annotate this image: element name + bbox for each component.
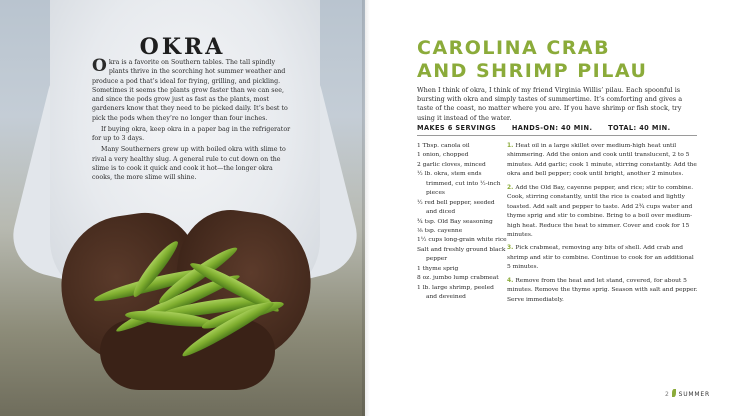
step-number: 1. bbox=[507, 143, 514, 149]
ingredient-item: ⅛ tsp. cayenne bbox=[417, 227, 463, 234]
ingredient-item: 1 thyme sprig bbox=[417, 265, 459, 272]
ingredient-item: and diced bbox=[426, 209, 456, 216]
recipe-title-line: CAROLINA CRAB bbox=[417, 37, 611, 59]
total-time: TOTAL: 40 MIN. bbox=[608, 124, 671, 132]
step-text: Heat oil in a large skillet over medium-high heat until shimmering. Add the onion and cook until translucent, 2 to 5 minutes. Add garlic; cook 1 minute, stirring constantly. Add the okra and bell pepper; cook until bright, another 2 minutes. bbox=[507, 143, 697, 178]
divider bbox=[417, 135, 697, 136]
page-number: 2 bbox=[665, 391, 670, 398]
section-name: SUMMER bbox=[678, 391, 710, 398]
right-page-recipe bbox=[365, 0, 730, 416]
ingredient-item: 1 Tbsp. canola oil bbox=[417, 143, 470, 149]
page-footer bbox=[665, 389, 710, 398]
ingredient-item: 8 oz. jumbo lump crabmeat bbox=[417, 275, 499, 282]
ingredient-item: ¾ tsp. Old Bay seasoning bbox=[417, 218, 493, 225]
step-text: Pick crabmeat, removing any bits of shell. Add crab and shrimp and stir to combine. Continue to cook for an additional 5 minutes. bbox=[507, 245, 694, 271]
recipe-title-line: AND SHRIMP PILAU bbox=[417, 60, 648, 82]
article-body bbox=[92, 58, 292, 184]
article-title: OKRA bbox=[139, 34, 226, 60]
leaf-icon bbox=[672, 389, 676, 397]
method-steps bbox=[507, 142, 699, 309]
step-number: 3. bbox=[507, 245, 514, 252]
step-text: Add the Old Bay, cayenne pepper, and rice; stir to combine. Cook, stirring constantly, until the rice is coated and lightly toasted. Add salt and pepper to taste. Add 2¾ cups water and thyme sprig and stir to combine. Bring to a boil over medium-high heat. Reduce the heat to simmer. Cover and cook for 15 minutes. bbox=[507, 184, 694, 238]
servings: MAKES 6 SERVINGS bbox=[417, 124, 497, 132]
ingredient-item: 2 garlic cloves, minced bbox=[417, 161, 486, 168]
method-step bbox=[507, 277, 699, 305]
ingredient-item: ½ red bell pepper, seeded bbox=[417, 199, 495, 206]
article-paragraph: If buying okra, keep okra in a paper bag in the refrigerator for up to 3 days. bbox=[92, 125, 291, 142]
hands-on-time: HANDS-ON: 40 MIN. bbox=[511, 124, 593, 132]
article-paragraph: Many Southerners grew up with boiled okra with slime to rival a very healthy slug. A general rule to cut down on the slime is to cook it quick and cook it hot—the longer okra cooks, the more slime will shine. bbox=[92, 146, 286, 181]
method-step bbox=[507, 184, 699, 241]
recipe-intro: When I think of okra, I think of my friend Virginia Willis’ pilau. Each spoonful is bursting with okra and simply tastes of summertime. It’s comforting and gives a taste of the coast, no matter where you are. If you have shrimp or fish stock, try using it instead of the water. bbox=[417, 86, 683, 122]
article-paragraph: Okra is a favorite on Southern tables. The tall spindly plants thrive in the scorching hot summer weather and produce a pod that’s ideal for frying, grilling, and pickling. Sometimes it seems the plants grow faster than we can see, and since the pods grow just as fast as the plants, most gardeners know that they need to be picked daily. It’s best to pick the pods when they’re no longer than four inches. bbox=[92, 56, 288, 122]
ingredient-item: 1½ cups long-grain white rice bbox=[417, 237, 507, 244]
ingredient-item: ½ lb. okra, stem ends bbox=[417, 171, 482, 178]
step-text: Remove from the heat and let stand, covered, for about 5 minutes. Remove the thyme sprig. Season with salt and pepper. Serve immediately. bbox=[507, 277, 698, 303]
ingredient-item: and deveined bbox=[426, 294, 466, 300]
method-step bbox=[507, 142, 699, 180]
ingredient-list bbox=[417, 142, 509, 302]
ingredient-item: trimmed, cut into ½-inch bbox=[426, 180, 501, 187]
method-step bbox=[507, 244, 699, 272]
book-gutter bbox=[362, 0, 370, 416]
recipe-meta bbox=[417, 124, 697, 132]
ingredient-item: pieces bbox=[426, 190, 445, 197]
ingredient-item: 1 onion, chopped bbox=[417, 152, 469, 159]
drop-cap: O bbox=[92, 56, 107, 76]
recipe-title bbox=[417, 37, 707, 83]
step-number: 4. bbox=[507, 277, 514, 284]
ingredient-item: Salt and freshly ground black bbox=[417, 246, 506, 253]
ingredient-item: pepper bbox=[426, 256, 448, 263]
step-number: 2. bbox=[507, 184, 514, 191]
ingredient-item: 1 lb. large shrimp, peeled bbox=[417, 284, 494, 291]
